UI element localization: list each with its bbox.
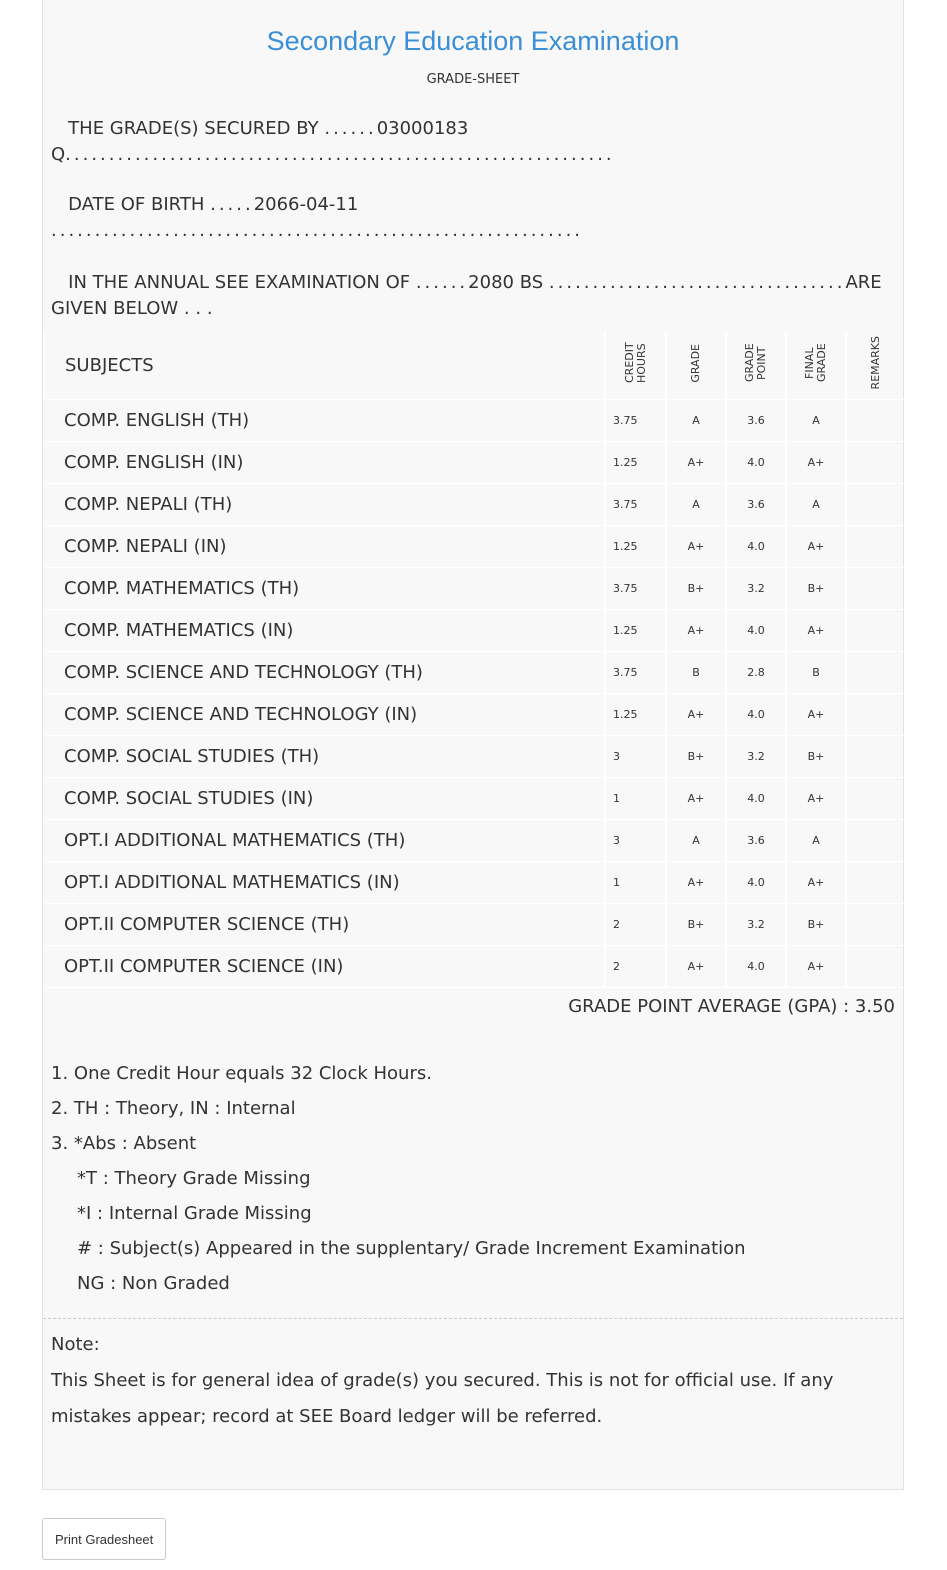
grade-point-cell: 4.0: [726, 694, 786, 736]
final-grade-cell: A+: [786, 694, 846, 736]
grade-cell: A: [666, 484, 726, 526]
credit-cell: 1.25: [605, 442, 666, 484]
grade-point-cell: 4.0: [726, 610, 786, 652]
final-grade-cell: A: [786, 484, 846, 526]
credit-cell: 3.75: [605, 484, 666, 526]
col-final-grade: FINAL GRADE: [786, 332, 846, 400]
table-row: [44, 946, 905, 988]
grade-cell: B+: [666, 568, 726, 610]
dob-line: DATE OF BIRTH .....2066-04-11 .............................................................: [51, 194, 584, 241]
grade-point-cell: 3.6: [726, 820, 786, 862]
final-grade-cell: A+: [786, 526, 846, 568]
subject-cell: OPT.II COMPUTER SCIENCE (TH): [44, 904, 605, 946]
grade-cell: A: [666, 820, 726, 862]
table-row: [44, 484, 905, 526]
final-grade-cell: A+: [786, 442, 846, 484]
table-row: [44, 862, 905, 904]
exam-line: IN THE ANNUAL SEE EXAMINATION OF ......2080 BS ..................................ARE GIVEN BELOW . . .: [51, 272, 882, 319]
table-row: [44, 694, 905, 736]
legend-item: 1. One Credit Hour equals 32 Clock Hours.: [51, 1063, 432, 1084]
credit-cell: 2: [605, 904, 666, 946]
grade-cell: B+: [666, 736, 726, 778]
grade-point-cell: 3.2: [726, 904, 786, 946]
table-row: [44, 904, 905, 946]
final-grade-cell: B: [786, 652, 846, 694]
grades-table: [43, 332, 905, 988]
table-row: [44, 820, 905, 862]
remarks-cell: [846, 820, 905, 862]
remarks-cell: [846, 568, 905, 610]
grade-point-cell: 2.8: [726, 652, 786, 694]
subject-cell: COMP. MATHEMATICS (TH): [44, 568, 605, 610]
subject-cell: COMP. MATHEMATICS (IN): [44, 610, 605, 652]
credit-cell: 3.75: [605, 652, 666, 694]
note-text: This Sheet is for general idea of grade(s) you secured. This is not for official use. If any mistakes appear; record at SEE Board ledger will be referred.: [51, 1370, 834, 1427]
credit-cell: 1: [605, 778, 666, 820]
credit-cell: 3: [605, 820, 666, 862]
grade-cell: B: [666, 652, 726, 694]
credit-cell: 3.75: [605, 568, 666, 610]
subject-cell: OPT.I ADDITIONAL MATHEMATICS (IN): [44, 862, 605, 904]
final-grade-cell: B+: [786, 736, 846, 778]
col-remarks: REMARKS: [846, 332, 905, 400]
table-row: [44, 778, 905, 820]
note-section: [43, 1318, 903, 1435]
page-subtitle: GRADE-SHEET: [426, 72, 520, 87]
remarks-cell: [846, 862, 905, 904]
subject-cell: OPT.II COMPUTER SCIENCE (IN): [44, 946, 605, 988]
remarks-cell: [846, 610, 905, 652]
date-of-birth: 2066-04-11: [253, 194, 359, 215]
table-row: [44, 652, 905, 694]
grade-cell: B+: [666, 904, 726, 946]
note-label: Note:: [51, 1334, 100, 1355]
subject-cell: COMP. ENGLISH (TH): [44, 400, 605, 442]
final-grade-cell: B+: [786, 904, 846, 946]
final-grade-cell: B+: [786, 568, 846, 610]
final-grade-cell: A+: [786, 610, 846, 652]
gradesheet-panel: [42, 0, 904, 1490]
subject-cell: COMP. NEPALI (IN): [44, 526, 605, 568]
grade-cell: A+: [666, 526, 726, 568]
remarks-cell: [846, 652, 905, 694]
grade-cell: A: [666, 400, 726, 442]
col-credit-hours: CREDIT HOURS: [605, 332, 666, 400]
grade-cell: A+: [666, 610, 726, 652]
grade-point-cell: 3.2: [726, 736, 786, 778]
remarks-cell: [846, 526, 905, 568]
remarks-cell: [846, 484, 905, 526]
gpa: GRADE POINT AVERAGE (GPA) : 3.50: [568, 996, 895, 1017]
remarks-cell: [846, 904, 905, 946]
table-row: [44, 442, 905, 484]
grade-cell: A+: [666, 442, 726, 484]
credit-cell: 1: [605, 862, 666, 904]
grade-point-cell: 3.6: [726, 400, 786, 442]
subject-cell: COMP. SOCIAL STUDIES (IN): [44, 778, 605, 820]
subject-cell: COMP. SCIENCE AND TECHNOLOGY (TH): [44, 652, 605, 694]
legend-item: # : Subject(s) Appeared in the supplentary/ Grade Increment Examination: [77, 1238, 746, 1259]
final-grade-cell: A: [786, 400, 846, 442]
grade-cell: A+: [666, 862, 726, 904]
table-row: [44, 736, 905, 778]
col-grade-point: GRADE POINT: [726, 332, 786, 400]
page-title: Secondary Education Examination: [266, 26, 680, 56]
remarks-cell: [846, 946, 905, 988]
remarks-cell: [846, 400, 905, 442]
legend-item: NG : Non Graded: [77, 1273, 230, 1294]
subject-cell: COMP. SCIENCE AND TECHNOLOGY (IN): [44, 694, 605, 736]
final-grade-cell: A+: [786, 862, 846, 904]
subject-cell: COMP. NEPALI (TH): [44, 484, 605, 526]
grade-point-cell: 4.0: [726, 442, 786, 484]
legend-item: *I : Internal Grade Missing: [77, 1203, 312, 1224]
legend: [51, 1056, 746, 1301]
remarks-cell: [846, 694, 905, 736]
credit-cell: 1.25: [605, 610, 666, 652]
col-grade: GRADE: [666, 332, 726, 400]
col-subjects: SUBJECTS: [44, 332, 605, 400]
remarks-cell: [846, 736, 905, 778]
table-row: [44, 568, 905, 610]
symbol-number: 03000183Q: [51, 118, 469, 165]
grade-point-cell: 3.6: [726, 484, 786, 526]
table-row: [44, 526, 905, 568]
credit-cell: 1.25: [605, 526, 666, 568]
table-row: [44, 610, 905, 652]
final-grade-cell: A+: [786, 778, 846, 820]
subject-cell: COMP. ENGLISH (IN): [44, 442, 605, 484]
remarks-cell: [846, 778, 905, 820]
final-grade-cell: A+: [786, 946, 846, 988]
grade-cell: A+: [666, 946, 726, 988]
grade-point-cell: 3.2: [726, 568, 786, 610]
remarks-cell: [846, 442, 905, 484]
grade-cell: A+: [666, 778, 726, 820]
grade-point-cell: 4.0: [726, 778, 786, 820]
subject-cell: OPT.I ADDITIONAL MATHEMATICS (TH): [44, 820, 605, 862]
table-row: [44, 400, 905, 442]
print-gradesheet-button[interactable]: Print Gradesheet: [42, 1518, 166, 1560]
legend-item: *T : Theory Grade Missing: [77, 1168, 311, 1189]
legend-item: 3. *Abs : Absent: [51, 1133, 197, 1154]
final-grade-cell: A: [786, 820, 846, 862]
credit-cell: 1.25: [605, 694, 666, 736]
credit-cell: 3.75: [605, 400, 666, 442]
legend-item: 2. TH : Theory, IN : Internal: [51, 1098, 296, 1119]
exam-year: 2080 BS: [468, 272, 544, 293]
credit-cell: 2: [605, 946, 666, 988]
grade-cell: A+: [666, 694, 726, 736]
subject-cell: COMP. SOCIAL STUDIES (TH): [44, 736, 605, 778]
grade-point-cell: 4.0: [726, 946, 786, 988]
grade-point-cell: 4.0: [726, 526, 786, 568]
credit-cell: 3: [605, 736, 666, 778]
grade-point-cell: 4.0: [726, 862, 786, 904]
secured-by-line: THE GRADE(S) SECURED BY ......03000183Q...............................................................: [51, 118, 615, 165]
